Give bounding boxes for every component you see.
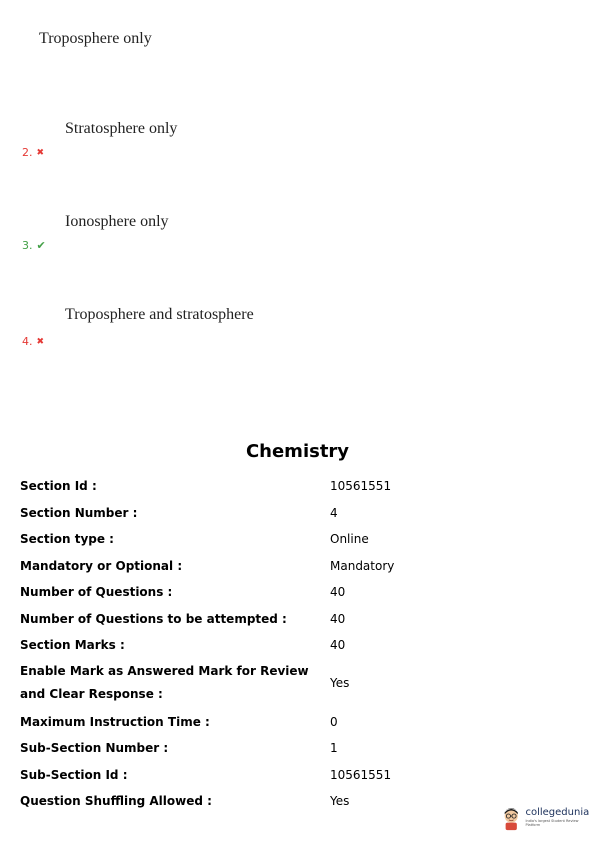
- row-value: 10561551: [330, 479, 392, 493]
- option-4-number: 4.: [22, 335, 33, 348]
- option-3-number: 3.: [22, 239, 33, 252]
- row-value: 10561551: [330, 768, 392, 782]
- row-label: Enable Mark as Answered Mark for Review and Clear Response :: [20, 664, 309, 701]
- row-label: Section type :: [20, 532, 114, 546]
- option-3-text: Ionosphere only: [65, 213, 169, 230]
- row-label: Section Id :: [20, 479, 97, 493]
- row-label: Maximum Instruction Time :: [20, 715, 210, 729]
- row-label: Section Number :: [20, 506, 138, 520]
- row-value: 40: [330, 612, 346, 626]
- row-value: Yes: [330, 794, 350, 808]
- option-1-text: Troposphere only: [39, 30, 152, 47]
- logo-brand: collegedunia: [525, 806, 590, 818]
- row-label: Sub-Section Id :: [20, 768, 128, 782]
- mascot-icon: [500, 803, 522, 831]
- row-label: Sub-Section Number :: [20, 741, 169, 755]
- row-value: 4: [330, 506, 338, 520]
- row-value: 40: [330, 585, 346, 599]
- option-2-text: Stratosphere only: [65, 120, 178, 137]
- row-value: 0: [330, 715, 338, 729]
- option-2-marker: [22, 146, 44, 159]
- logo-tagline: India's largest Student Review Platform: [525, 818, 579, 827]
- row-value: Mandatory: [330, 559, 395, 573]
- row-label: Question Shuffling Allowed :: [20, 794, 212, 808]
- row-value: Yes: [330, 676, 350, 690]
- row-label: Mandatory or Optional :: [20, 559, 183, 573]
- collegedunia-logo: [500, 800, 590, 834]
- cross-icon: ✖: [36, 336, 45, 347]
- row-value: 1: [330, 741, 338, 755]
- option-4-text: Troposphere and stratosphere: [65, 306, 254, 323]
- option-4-marker: [22, 335, 44, 348]
- row-label: Number of Questions :: [20, 585, 173, 599]
- option-2-number: 2.: [22, 146, 33, 159]
- row-value: 40: [330, 638, 346, 652]
- row-value: Online: [330, 532, 369, 546]
- row-label: Number of Questions to be attempted :: [20, 612, 287, 626]
- section-title: Chemistry: [245, 441, 350, 462]
- row-label: Section Marks :: [20, 638, 125, 652]
- check-icon: ✔: [36, 239, 46, 252]
- cross-icon: ✖: [36, 147, 45, 158]
- option-3-marker: [22, 239, 46, 252]
